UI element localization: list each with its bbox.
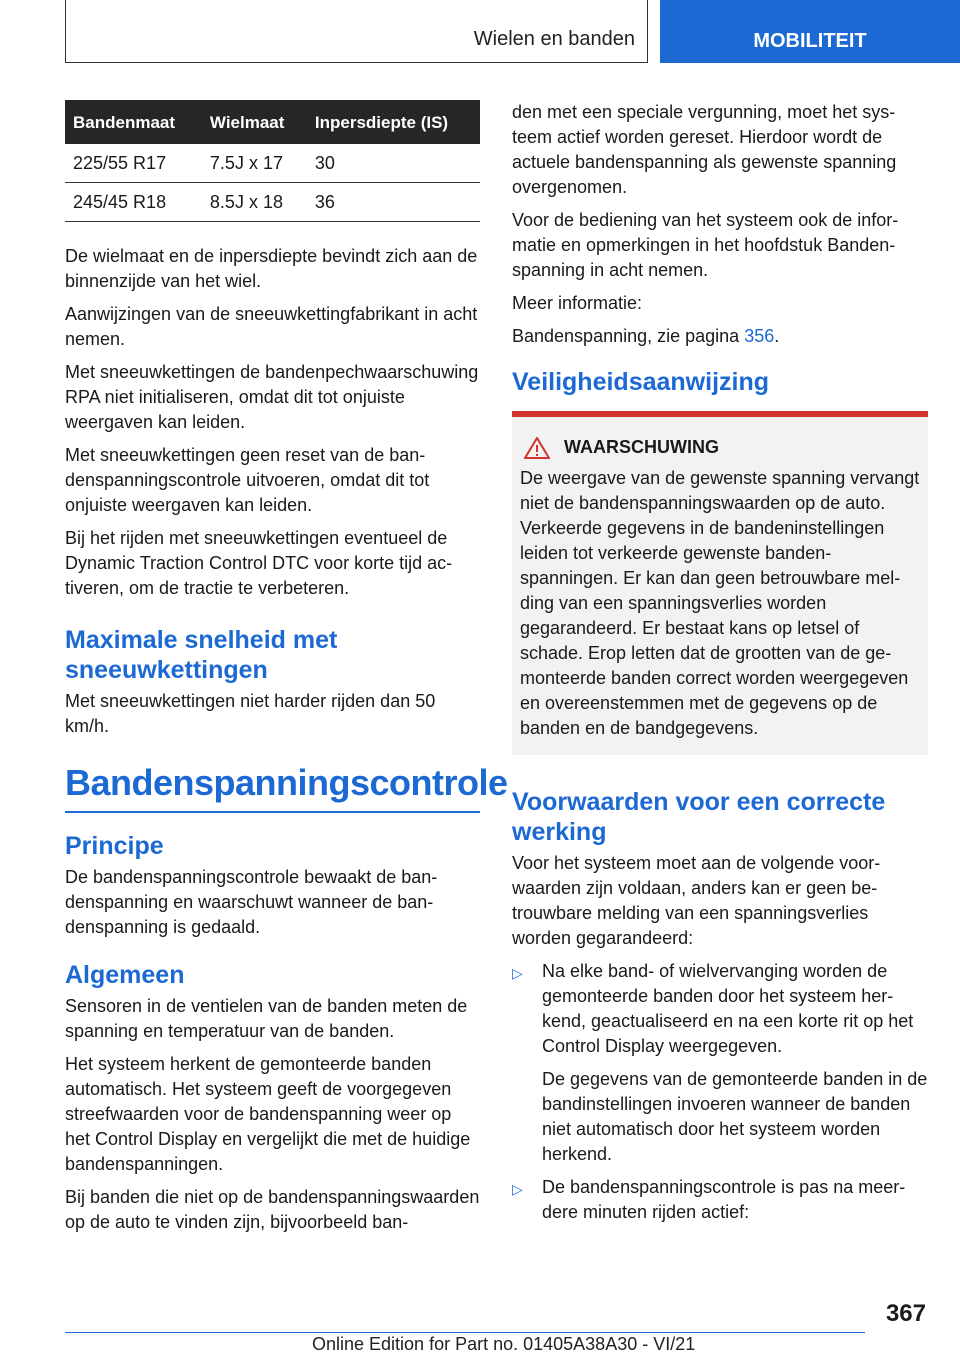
heading-conditions: Voorwaarden voor een correcte werking [512,788,886,846]
wheel-size-table [65,100,480,222]
heading-tire-pressure-monitor: Bandenspanningscontrole [65,762,508,803]
table-cell: 8.5J x 18 [202,183,307,222]
paragraph: Bij het rijden met sneeuwkettingen eventueel de Dynamic Traction Control DTC voor korte tijd activeren, om de tractie te verbeteren. [65,528,453,598]
table-row [65,183,480,222]
list-item-text: De gegevens van de gemonteerde banden in de bandinstellingen invoeren wanneer de banden niet automatisch door het systeem worden herkend. [542,1069,928,1164]
paragraph: Met sneeuwkettingen de bandenpechwaarschuwing RPA niet initialiseren, omdat dit tot onjuiste weergaven kan leiden. [65,362,479,432]
heading-general: Algemeen [65,961,185,989]
reference-end: . [774,326,780,346]
paragraph: Met sneeuwkettingen geen reset van de bandenspanningscontrole uitvoeren, omdat dit tot onjuiste weergaven kan leiden. [65,445,430,515]
warning-header [520,435,920,460]
list-item-text: De bandenspanningscontrole is pas na meerdere minuten rijden actief: [542,1177,906,1222]
page-header [0,0,960,66]
page-link[interactable]: 356 [744,326,775,346]
table-cell: 36 [307,183,480,222]
table-row [65,144,480,183]
paragraph: Voor het systeem moet aan de volgende voorwaarden zijn voldaan, anders kan er geen betrouwbare melding van een spanningsverlies worden gegarandeerd: [512,853,881,948]
heading-safety: Veiligheidsaanwijzing [512,368,770,396]
list-item-text: Na elke band- of wielvervanging worden de gemonteerde banden door het systeem herkend, geactualiseerd en na een korte rit op het Control Display weergegeven. [542,961,914,1056]
paragraph-reference [512,324,928,349]
heading-max-speed: Maximale snelheid met sneeuwkettingen [65,626,338,684]
paragraph: Voor de bediening van het systeem ook de informatie en opmerkingen in het hoofdstuk Bandenspanning in acht nemen. [512,210,899,280]
table-header-cell: Wielmaat [202,100,307,144]
paragraph: De bandenspanningscontrole bewaakt de bandenspanning en waarschuwt wanneer de bandenspanning is gedaald. [65,867,438,937]
reference-text: Bandenspanning, zie pagina [512,326,745,346]
paragraph: Aanwijzingen van de sneeuwkettingfabrikant in acht nemen. [65,304,478,349]
left-column [65,100,508,1243]
table-cell: 245/45 R18 [65,183,202,222]
section-title: Wielen en banden [473,28,635,50]
warning-title: WAARSCHUWING [564,437,719,457]
table-header-cell: Inpersdiepte (IS) [307,100,480,144]
paragraph: De wielmaat en de inpersdiepte bevindt zich aan de binnenzijde van het wiel. [65,246,478,291]
heading-principle: Principe [65,832,164,860]
list-item [512,959,928,1167]
table-header-row [65,100,480,144]
paragraph: den met een speciale vergunning, moet het systeem actief worden gereset. Hierdoor wordt de actuele bandenspanning als gewenste spanning overgenomen. [512,102,897,197]
paragraph: Bij banden die niet op de bandenspanningswaarden op de auto te vinden zijn, bijvoorbeeld ban- [65,1187,480,1232]
table-cell: 30 [307,144,480,183]
paragraph: Meer informatie: [512,293,643,313]
page-number: 367 [885,1300,926,1327]
edition-text: Online Edition for Part no. 01405A38A30 - VI/21 [312,1334,696,1354]
warning-triangle-icon [524,437,550,459]
warning-text: De weergave van de gewenste spanning vervangt niet de bandenspanningswaarden op de auto. Verkeerde gegevens in de bandeninstellingen leiden tot verkeerde gewenste bandenspanningen. Er kan dan geen betrouwbare melding van een spanningsverlies worden gegarandeerd. Er bestaat kans op letsel of schade. Erop letten dat de grootten van de gemonteerde banden correct worden weergegeven en overeenstemmen met de gegevens op de banden en de bandgegevens. [520,468,920,738]
paragraph: Met sneeuwkettingen niet harder rijden dan 50 km/h. [65,691,436,736]
paragraph: Het systeem herkent de gemonteerde banden automatisch. Het systeem geeft de voorgegeven streefwaarden voor de bandenspanning weer op het Control Display en vergelijkt die met de huidige bandenspanningen. [65,1054,471,1174]
chapter-tab[interactable]: MOBILITEIT [660,0,960,63]
right-column [512,100,928,1233]
list-item [512,1175,928,1225]
table-cell: 225/55 R17 [65,144,202,183]
warning-box [512,411,928,755]
conditions-list [512,959,928,1225]
table-header-cell: Bandenmaat [65,100,202,144]
triangle-bullet-icon: ▷ [512,965,523,981]
page-footer [0,1300,960,1362]
triangle-bullet-icon: ▷ [512,1181,523,1197]
footer-divider [65,1332,865,1333]
table-cell: 7.5J x 17 [202,144,307,183]
paragraph: Sensoren in de ventielen van de banden meten de spanning en temperatuur van de banden. [65,996,468,1041]
main-heading-block [65,761,508,813]
